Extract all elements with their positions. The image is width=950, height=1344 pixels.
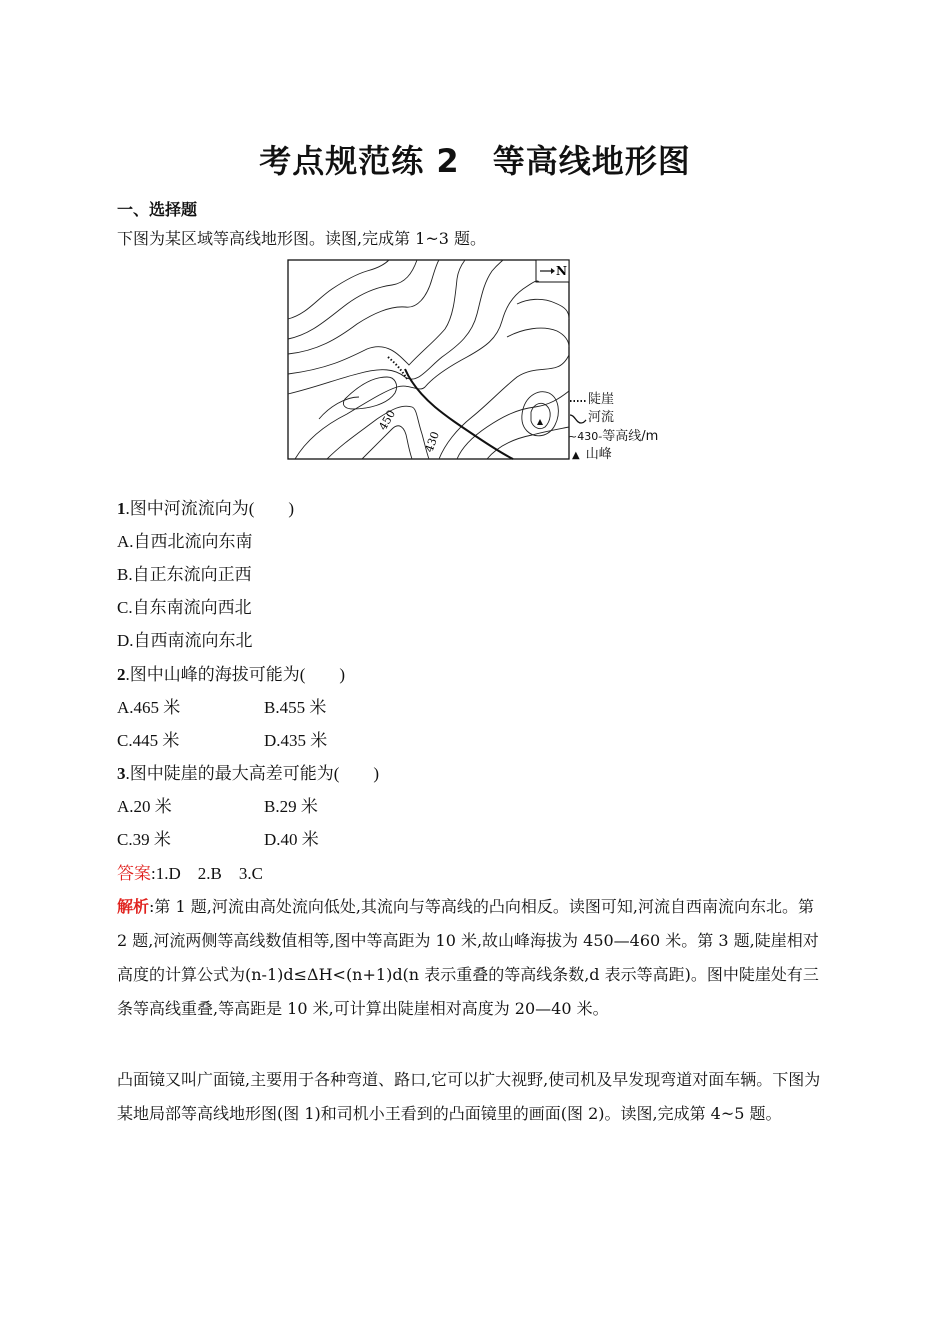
q3-option-a: A.20 米 bbox=[117, 797, 172, 816]
analysis-label: 解析 bbox=[117, 897, 150, 916]
page-title: 考点规范练 2 等高线地形图 bbox=[259, 142, 691, 180]
contour-sample-icon: ~430- bbox=[568, 430, 603, 443]
q1-option-c: C.自东南流向西北 bbox=[117, 598, 252, 617]
q3-option-c: C.39 米 bbox=[117, 830, 171, 849]
contour-label-450: 450 bbox=[376, 407, 399, 433]
intro-paragraph: 下图为某区域等高线地形图。读图,完成第 1~3 题。 bbox=[117, 229, 487, 248]
question-2: 2.图中山峰的海拔可能为( ) bbox=[117, 665, 346, 684]
legend-river: 河流 bbox=[568, 406, 614, 425]
intro2-paragraph: 凸面镜又叫广面镜,主要用于各种弯道、路口,它可以扩大视野,使司机及早发现弯道对面车辆。下图为某地局部等高线地形图(图 1)和司机小王看到的凸面镜里的画面(图 2)。读图,完成第 4~5 题。 bbox=[117, 1070, 821, 1123]
answer-label: 答案 bbox=[117, 864, 151, 883]
question-3: 3.图中陡崖的最大高差可能为( ) bbox=[117, 764, 380, 783]
peak-symbol-icon: ▲ bbox=[572, 450, 580, 461]
north-label: N bbox=[556, 264, 567, 278]
legend-cliff: 陡崖 bbox=[568, 388, 614, 407]
legend-peak: ▲ 山峰 bbox=[572, 447, 612, 462]
legend-contour: ~430-等高线/m bbox=[568, 429, 659, 444]
peak-icon bbox=[537, 419, 543, 425]
river-symbol-icon bbox=[568, 411, 588, 425]
contour-map-figure bbox=[287, 259, 577, 464]
q1-option-d: D.自西南流向东北 bbox=[117, 631, 253, 650]
q3-option-d: D.40 米 bbox=[264, 830, 319, 849]
contour-lines bbox=[288, 260, 569, 459]
q2-option-b: B.455 米 bbox=[264, 698, 327, 717]
cliff-symbol-icon bbox=[568, 393, 588, 407]
q2-option-d: D.435 米 bbox=[264, 731, 328, 750]
q3-option-b: B.29 米 bbox=[264, 797, 318, 816]
question-1: 1.图中河流流向为( ) bbox=[117, 499, 295, 518]
answer-line: 答案:1.D 2.B 3.C bbox=[117, 864, 263, 883]
analysis-paragraph: 解析:第 1 题,河流由高处流向低处,其流向与等高线的凸向相反。读图可知,河流自西南流向东北。第 2 题,河流两侧等高线数值相等,图中等高距为 10 米,故山峰海拔为 450—460 米。第 3 题,陡崖相对高度的计算公式为(n-1)d≤ΔH<(n+1)d(n 表示重叠的等高线条数,d 表示等高距)。图中陡崖处有三条等高线重叠,等高距是 10 米,可计算出陡崖相对高度为 20—40 米。 bbox=[117, 897, 819, 1018]
contour-label-430: 430 bbox=[422, 429, 443, 455]
section-heading: 一、选择题 bbox=[117, 200, 198, 219]
q1-option-b: B.自正东流向正西 bbox=[117, 565, 252, 584]
q1-option-a: A.自西北流向东南 bbox=[117, 532, 253, 551]
q2-option-a: A.465 米 bbox=[117, 698, 181, 717]
q2-option-c: C.445 米 bbox=[117, 731, 180, 750]
river-line bbox=[405, 369, 513, 459]
